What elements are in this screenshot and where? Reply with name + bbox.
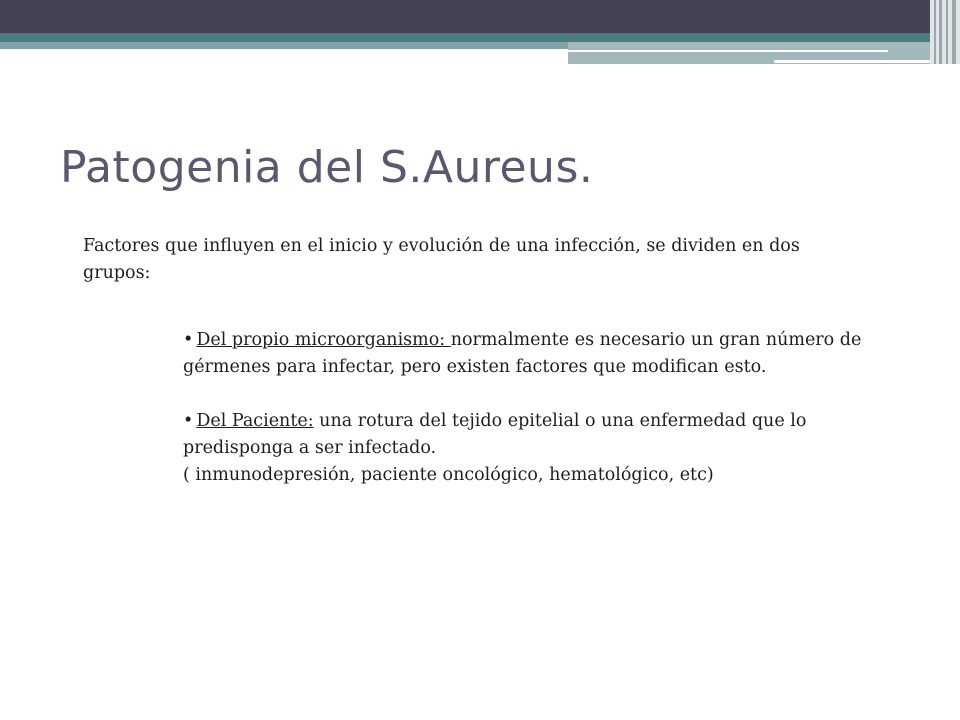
bullet-icon: •	[183, 330, 194, 350]
stripe	[934, 0, 936, 64]
header-accent-line-2	[774, 60, 930, 63]
list-item	[183, 327, 883, 381]
stripe	[952, 0, 956, 64]
item-term: Del Paciente:	[196, 411, 314, 431]
item-text: una rotura del tejido epitelial o una enfermedad que lo predisponga a ser infectado.	[183, 411, 807, 458]
item-note: ( inmunodepresión, paciente oncológico, hematológico, etc)	[183, 465, 714, 485]
item-term: Del propio microorganismo:	[196, 330, 451, 350]
stripe	[939, 0, 942, 64]
slide-title: Patogenia del S.Aureus.	[60, 142, 594, 193]
item-text: normalmente es necesario un gran número de gérmenes para infectar, pero existen factores que modifican esto.	[183, 330, 862, 377]
bullet-icon: •	[183, 411, 194, 431]
stripe	[946, 0, 948, 64]
intro-paragraph: Factores que influyen en el inicio y evolución de una infección, se dividen en dos grupos:	[83, 236, 800, 283]
header-band-teal-light	[0, 42, 568, 49]
header-band-dark	[0, 0, 930, 33]
list-item	[183, 408, 883, 489]
factor-list	[183, 327, 883, 489]
header-band-teal	[0, 33, 930, 42]
header-right-stripes	[930, 0, 960, 64]
header-accent-line	[568, 50, 888, 52]
